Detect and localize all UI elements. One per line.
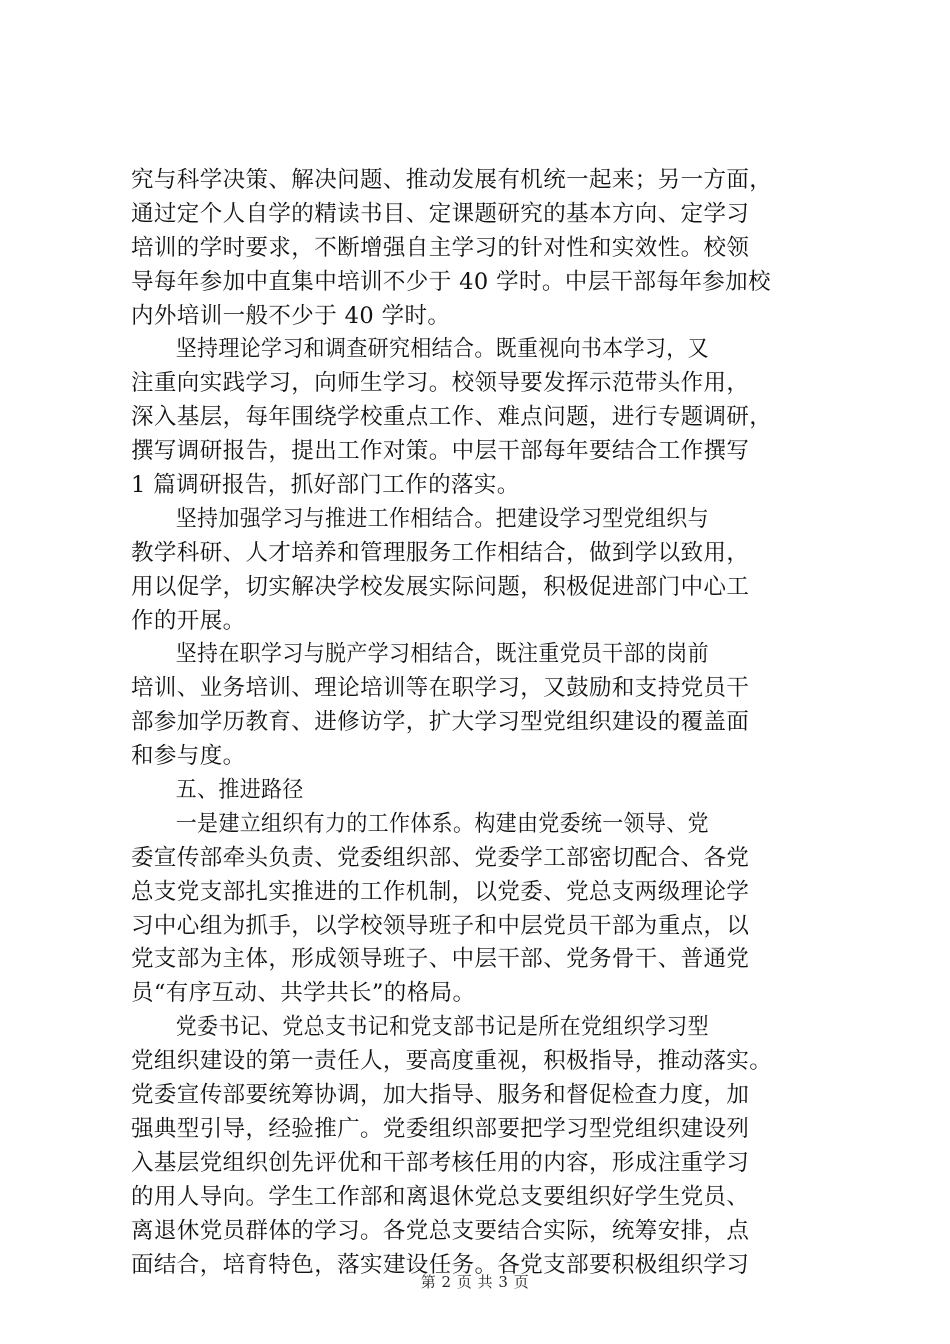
document-body [131, 164, 831, 1282]
text-line: 委宣传部牵头负责、党委组织部、党委学工部密切配合、各党 [131, 844, 750, 871]
page-footer: 第 2 页 共 3 页 [420, 1273, 530, 1291]
text-line: 坚持理论学习和调查研究相结合。既重视向书本学习，又 [175, 336, 709, 363]
text-line: 入基层党组织创先评优和干部考核任用的内容，形成注重学习 [131, 1149, 750, 1176]
text-line: 的用人导向。学生工作部和离退休党总支要组织好学生党员、 [131, 1183, 750, 1210]
text-line: 培训的学时要求，不断增强自主学习的针对性和实效性。校领 [131, 234, 750, 261]
text-line: 和参与度。 [131, 743, 246, 770]
text-line: 教学科研、人才培养和管理服务工作相结合，做到学以致用， [131, 539, 750, 566]
text-line: 党委书记、党总支书记和党支部书记是所在党组织学习型 [175, 1014, 709, 1041]
text-line: 撰写调研报告，提出工作对策。中层干部每年要结合工作撰写 [131, 438, 750, 465]
text-line: 习中心组为抓手，以学校领导班子和中层党员干部为重点，以 [131, 912, 750, 939]
text-line: 强典型引导，经验推广。党委组织部要把学习型党组织建设列 [131, 1115, 750, 1142]
text-line: 党组织建设的第一责任人，要高度重视，积极指导，推动落实。 [131, 1048, 773, 1075]
text-line: 离退休党员群体的学习。各党总支要结合实际，统筹安排，点 [131, 1217, 750, 1244]
text-line: 党支部为主体，形成领导班子、中层干部、党务骨干、普通党 [131, 946, 750, 973]
text-line: 坚持加强学习与推进工作相结合。把建设学习型党组织与 [175, 505, 709, 532]
text-line: 注重向实践学习，向师生学习。校领导要发挥示范带头作用， [131, 370, 750, 397]
text-line: 部参加学历教育、进修访学，扩大学习型党组织建设的覆盖面 [131, 709, 750, 736]
text-line: 一是建立组织有力的工作体系。构建由党委统一领导、党 [175, 810, 709, 837]
text-line: 内外培训一般不少于 40 学时。 [131, 302, 451, 329]
text-line: 五、推进路径 [175, 777, 304, 804]
text-line: 面结合，培育特色，落实建设任务。各党支部要积极组织学习 [131, 1251, 750, 1278]
text-line: 用以促学，切实解决学校发展实际问题，积极促进部门中心工 [131, 573, 750, 600]
text-line: 党委宣传部要统筹协调，加大指导、服务和督促检查力度，加 [131, 1082, 750, 1109]
text-line: 员“有序互动、共学共长”的格局。 [131, 980, 476, 1007]
text-line: 导每年参加中直集中培训不少于 40 学时。中层干部每年参加校 [131, 268, 771, 295]
text-line: 培训、业务培训、理论培训等在职学习，又鼓励和支持党员干 [131, 675, 750, 702]
text-line: 究与科学决策、解决问题、推动发展有机统一起来；另一方面， [131, 167, 773, 193]
text-line: 1 篇调研报告，抓好部门工作的落实。 [131, 472, 520, 499]
text-line: 总支党支部扎实推进的工作机制，以党委、党总支两级理论学 [131, 878, 750, 905]
text-line: 通过定个人自学的精读书目、定课题研究的基本方向、定学习 [131, 200, 750, 227]
text-line: 作的开展。 [131, 607, 246, 634]
text-line: 坚持在职学习与脱产学习相结合，既注重党员干部的岗前 [175, 641, 709, 668]
text-line: 深入基层，每年围绕学校重点工作、难点问题，进行专题调研， [131, 404, 773, 431]
